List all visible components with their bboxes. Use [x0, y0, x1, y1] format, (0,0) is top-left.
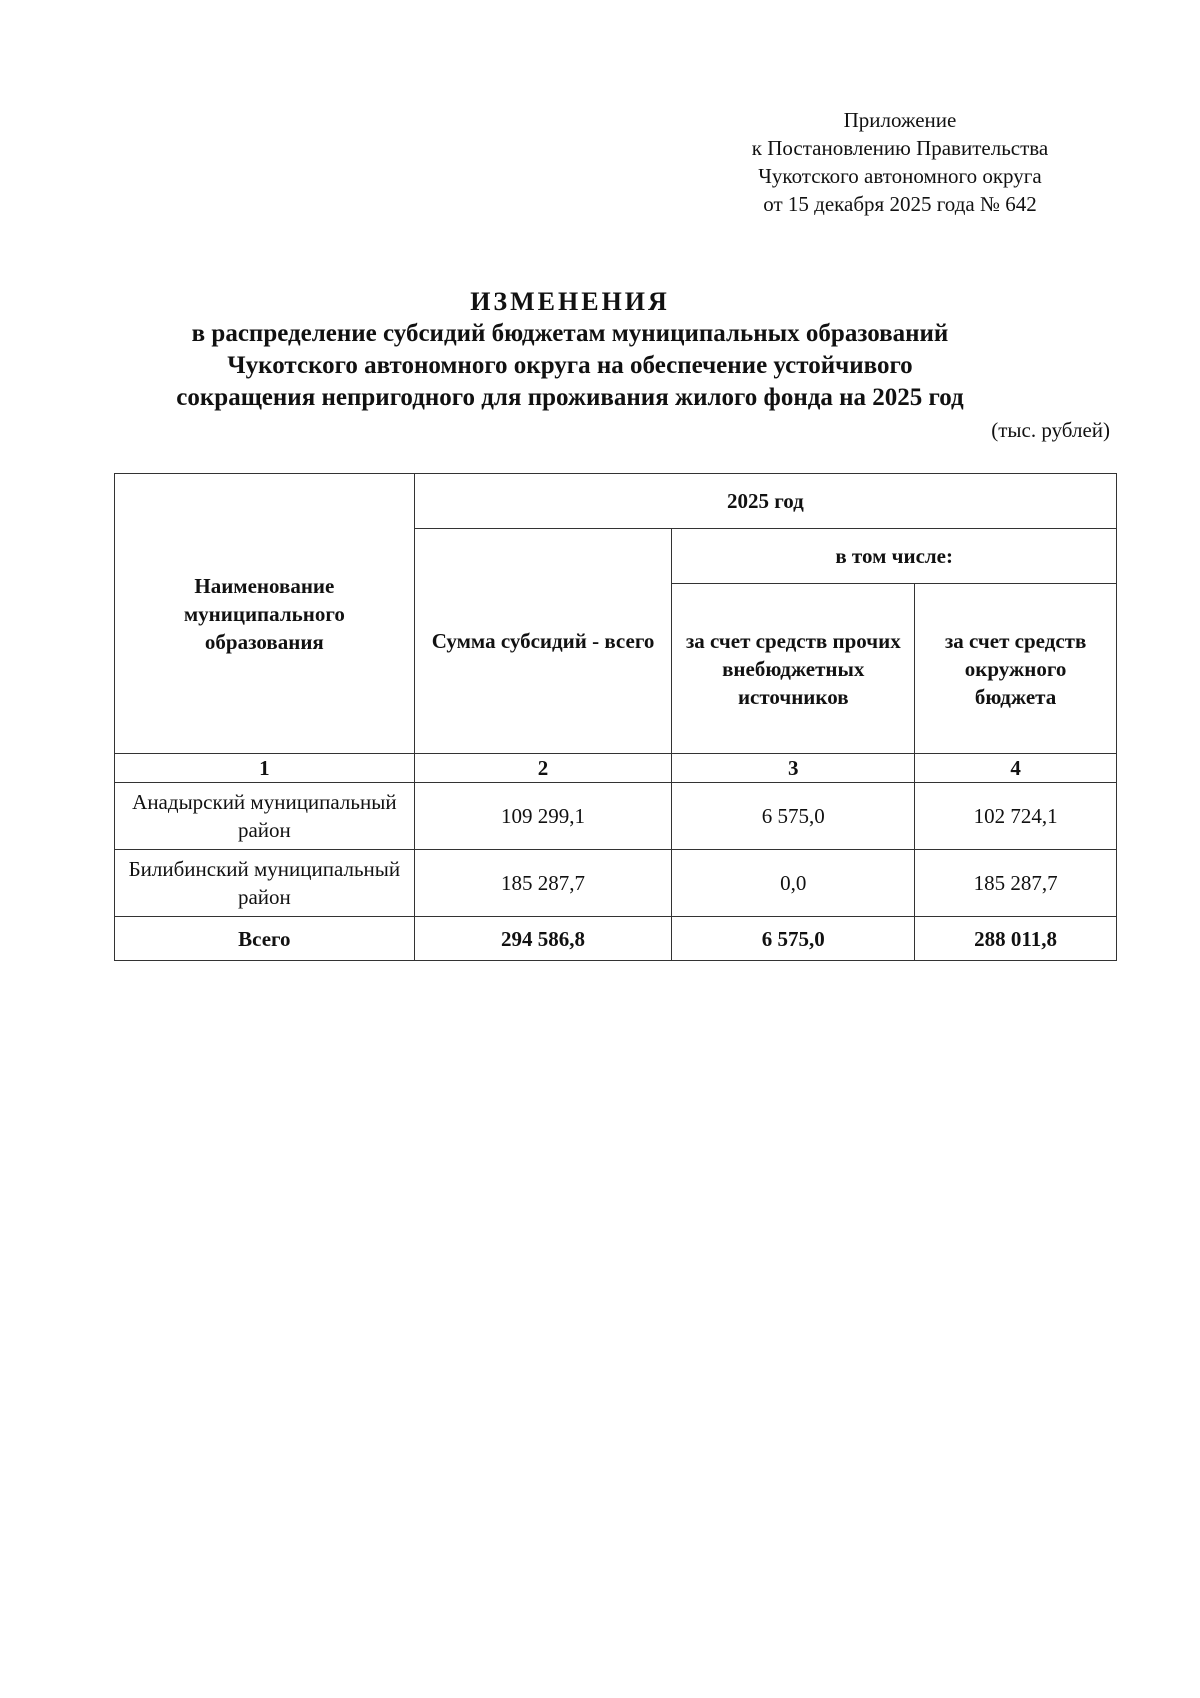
appendix-block	[700, 106, 1100, 218]
header-name: Наименование муниципального образования	[115, 474, 415, 754]
column-numbers-row	[115, 754, 1117, 783]
row-total: 109 299,1	[414, 783, 672, 850]
appendix-line: Чукотского автономного округа	[758, 164, 1042, 188]
column-number: 2	[414, 754, 672, 783]
totals-other: 6 575,0	[672, 917, 915, 961]
header-total: Сумма субсидий - всего	[414, 529, 672, 754]
row-name: Билибинский муниципальный район	[115, 850, 415, 917]
totals-label: Всего	[115, 917, 415, 961]
appendix-line: Приложение	[843, 108, 957, 132]
header-year: 2025 год	[414, 474, 1116, 529]
row-budget: 185 287,7	[915, 850, 1117, 917]
title-line: Чукотского автономного округа на обеспечение устойчивого	[227, 352, 913, 379]
header-district-budget: за счет средств окружного бюджета	[915, 584, 1117, 754]
row-other: 0,0	[672, 850, 915, 917]
title-main: ИЗМЕНЕНИЯ	[470, 287, 670, 316]
title-line: в распределение субсидий бюджетам муниципальных образований	[191, 320, 949, 347]
subsidy-table	[114, 473, 1117, 961]
row-budget: 102 724,1	[915, 783, 1117, 850]
appendix-line: от 15 декабря 2025 года № 642	[763, 192, 1037, 216]
header-including: в том числе:	[672, 529, 1117, 584]
totals-total: 294 586,8	[414, 917, 672, 961]
column-number: 1	[115, 754, 415, 783]
totals-row	[115, 917, 1117, 961]
units-label: (тыс. рублей)	[991, 418, 1110, 442]
column-number: 4	[915, 754, 1117, 783]
table-row	[115, 850, 1117, 917]
row-name: Анадырский муниципальный район	[115, 783, 415, 850]
row-other: 6 575,0	[672, 783, 915, 850]
document-title	[150, 286, 990, 414]
column-number: 3	[672, 754, 915, 783]
totals-budget: 288 011,8	[915, 917, 1117, 961]
table-row	[115, 783, 1117, 850]
header-other-sources: за счет средств прочих внебюджетных источников	[672, 584, 915, 754]
row-total: 185 287,7	[414, 850, 672, 917]
title-line: сокращения непригодного для проживания жилого фонда на 2025 год	[176, 384, 964, 411]
appendix-line: к Постановлению Правительства	[751, 136, 1049, 160]
